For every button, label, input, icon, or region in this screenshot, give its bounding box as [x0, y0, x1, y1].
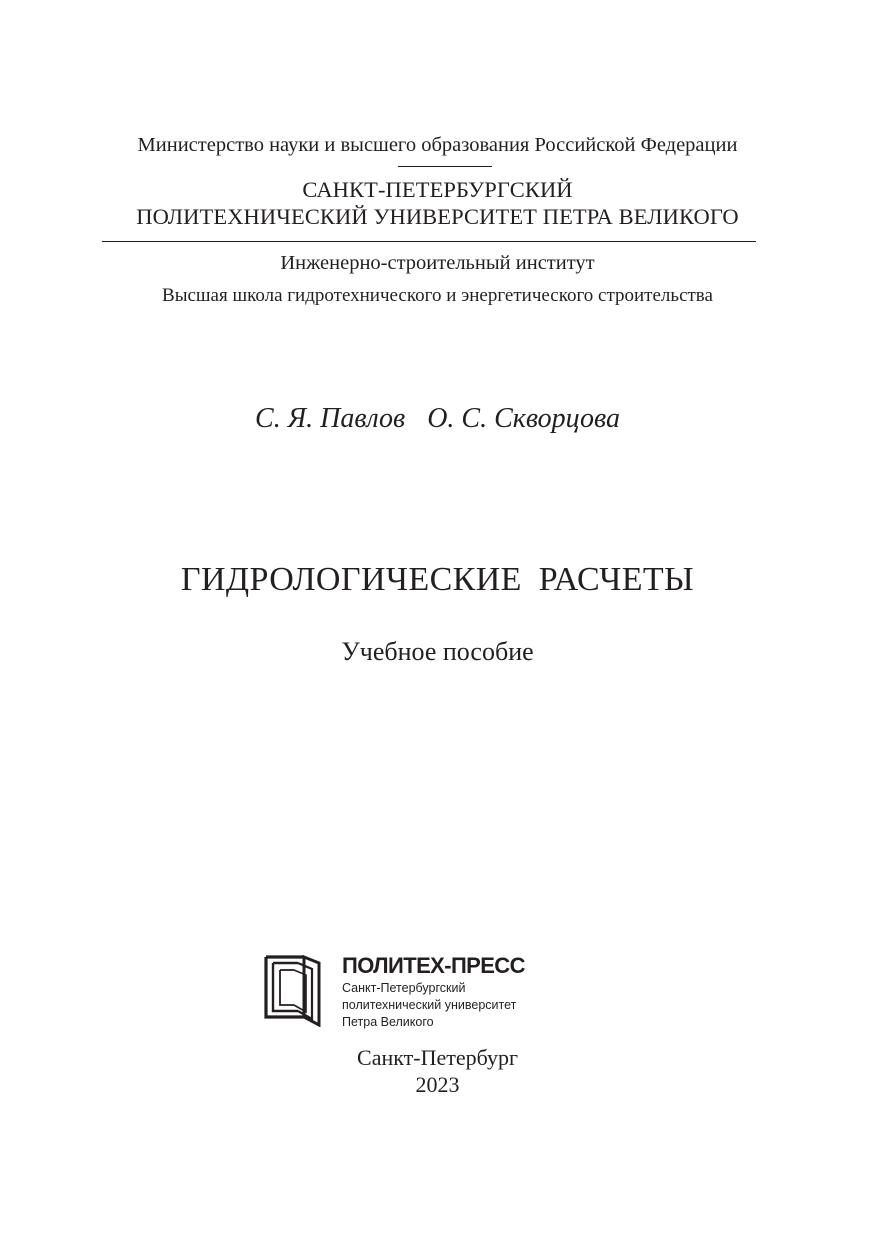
school-name: Высшая школа гидротехнического и энергетического строительства: [162, 285, 713, 306]
university-name-line1: САНКТ-ПЕТЕРБУРГСКИЙ: [302, 177, 573, 202]
long-divider: [102, 241, 756, 242]
author-2: О. С. Скворцова: [427, 403, 620, 434]
publisher-line: Петра Великого: [342, 1015, 434, 1029]
imprint-year: 2023: [415, 1072, 460, 1097]
book-subtitle: Учебное пособие: [341, 637, 534, 666]
university-name-line2: ПОЛИТЕХНИЧЕСКИЙ УНИВЕРСИТЕТ ПЕТРА ВЕЛИКОГО: [136, 204, 739, 229]
publisher-line: Санкт-Петербургский: [342, 981, 466, 995]
institute-name: Инженерно-строительный институт: [280, 252, 595, 274]
ministry-line: Министерство науки и высшего образования Российской Федерации: [137, 134, 738, 156]
publisher-name: ПОЛИТЕХ-ПРЕСС: [342, 953, 525, 978]
publisher-line: политехнический университет: [342, 998, 517, 1012]
imprint-city: Санкт-Петербург: [357, 1045, 518, 1070]
publisher-block: [342, 952, 525, 1031]
short-divider: [398, 166, 492, 167]
open-book-frame-icon: [264, 955, 322, 1027]
authors: [0, 402, 875, 436]
author-1: С. Я. Павлов: [255, 403, 406, 434]
book-title: ГИДРОЛОГИЧЕСКИЕ РАСЧЕТЫ: [180, 561, 695, 598]
